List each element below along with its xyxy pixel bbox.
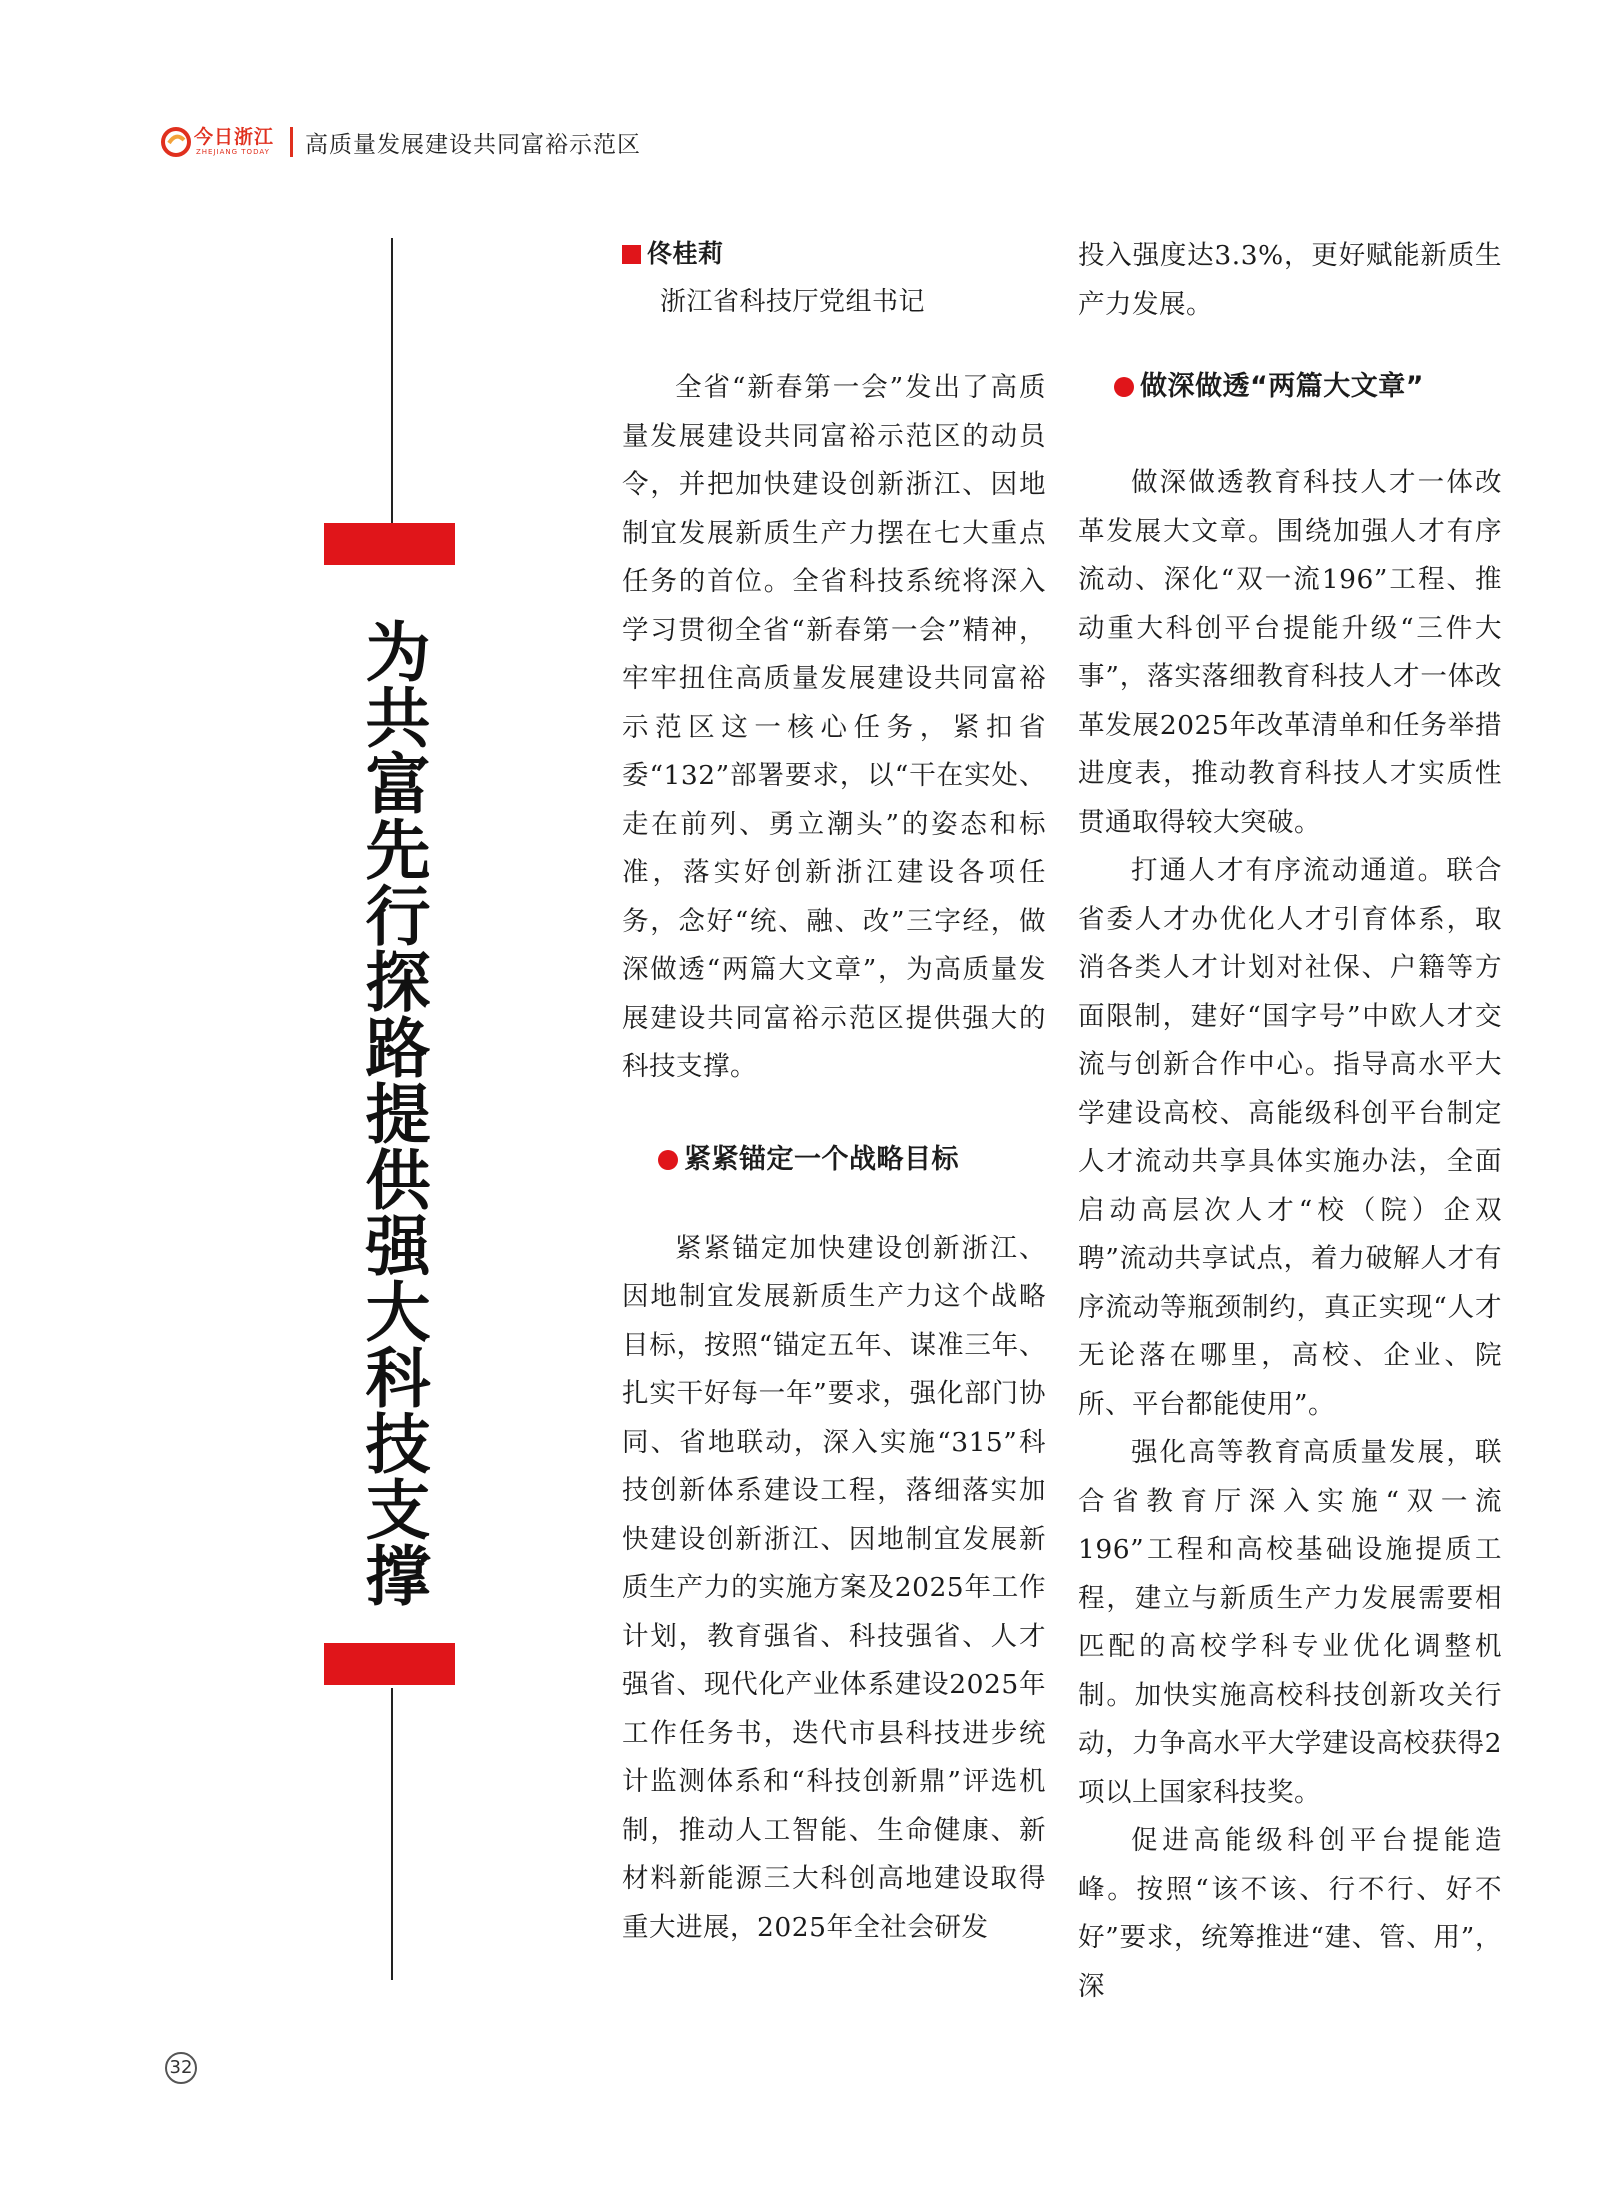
title-rule-bottom	[391, 1688, 393, 1980]
page-number: 32	[165, 2052, 197, 2084]
intro-paragraph: 全省“新春第一会”发出了高质量发展建设共同富裕示范区的动员令，并把加快建设创新浙江、因地制宜发展新质生产力摆在七大重点任务的首位。全省科技系统将深入学习贯彻全省“新春第一会”精神，牢牢扭住高质量发展建设共同富裕示范区这一核心任务，紧扣省委“132”部署要求，以“干在实处、走在前列、勇立潮头”的姿态和标准，落实好创新浙江建设各项任务，念好“统、融、改”三字经，做深做透“两篇大文章”，为高质量发展建设共同富裕示范区提供强大的科技支撑。	[622, 372, 1046, 1082]
author-affiliation: 浙江省科技厅党组书记	[660, 287, 926, 317]
logo-subtext: ZHEJIANG TODAY	[196, 148, 270, 156]
paragraph: 紧紧锚定加快建设创新浙江、因地制宜发展新质生产力这个战略目标，按照“锚定五年、谋准三年、扎实干好每一年”要求，强化部门协同、省地联动，深入实施“315”科技创新体系建设工程，落细落实加快建设创新浙江、因地制宜发展新质生产力的实施方案及2025年工作计划，教育强省、科技强省、人才强省、现代化产业体系建设2025年工作任务书，迭代市县科技进步统计监测体系和“科技创新鼎”评选机制，推动人工智能、生命健康、新材料新能源三大科创高地建设取得重大进展，2025年全社会研发	[622, 1232, 1046, 1943]
article-title: 为共富先行探路提供强大科技支撑	[354, 618, 429, 1608]
title-rule-top	[391, 238, 393, 523]
magazine-logo	[160, 120, 280, 164]
section-title: 高质量发展建设共同富裕示范区	[305, 131, 641, 158]
author-name: 佟桂莉	[647, 239, 724, 268]
subheading-2	[1078, 367, 1502, 407]
red-dot-icon	[1114, 377, 1134, 397]
title-red-bar-top	[324, 523, 455, 565]
text-column-2	[1078, 232, 1502, 2011]
red-square-icon	[622, 245, 641, 264]
author-line	[622, 232, 1046, 276]
subheading-1-text: 紧紧锚定一个战略目标	[684, 1143, 959, 1175]
page-header	[160, 120, 641, 164]
paragraph-continued: 投入强度达3.3%，更好赋能新质生产力发展。	[1078, 240, 1502, 320]
header-divider	[290, 127, 293, 157]
paragraph: 促进高能级科创平台提能造峰。按照“该不该、行不行、好不好”要求，统筹推进“建、管、用”，深	[1078, 1825, 1502, 2002]
paragraph: 打通人才有序流动通道。联合省委人才办优化人才引育体系，取消各类人才计划对社保、户籍等方面限制，建好“国字号”中欧人才交流与创新合作中心。指导高水平大学建设高校、高能级科创平台制定人才流动共享具体实施办法，全面启动高层次人才“校（院）企双聘”流动共享试点，着力破解人才有序流动等瓶颈制约，真正实现“人才无论落在哪里，高校、企业、院所、平台都能使用”。	[1078, 855, 1502, 1420]
logo-swirl-icon	[160, 126, 192, 158]
logo-text: 今日浙江	[194, 126, 275, 148]
text-column-1	[622, 232, 1046, 1952]
red-dot-icon	[658, 1150, 678, 1170]
subheading-2-text: 做深做透“两篇大文章”	[1140, 371, 1424, 402]
paragraph: 做深做透教育科技人才一体改革发展大文章。围绕加强人才有序流动、深化“双一流196”工程、推动重大科创平台提能升级“三件大事”，落实落细教育科技人才一体改革发展2025年改革清单和任务举措进度表，推动教育科技人才实质性贯通取得较大突破。	[1078, 467, 1502, 838]
title-red-bar-bottom	[324, 1643, 455, 1685]
subheading-1	[622, 1140, 1046, 1180]
paragraph: 强化高等教育高质量发展，联合省教育厅深入实施“双一流196”工程和高校基础设施提质工程，建立与新质生产力发展需要相匹配的高校学科专业优化调整机制。加快实施高校科技创新攻关行动，力争高水平大学建设高校获得2项以上国家科技奖。	[1078, 1437, 1502, 1808]
